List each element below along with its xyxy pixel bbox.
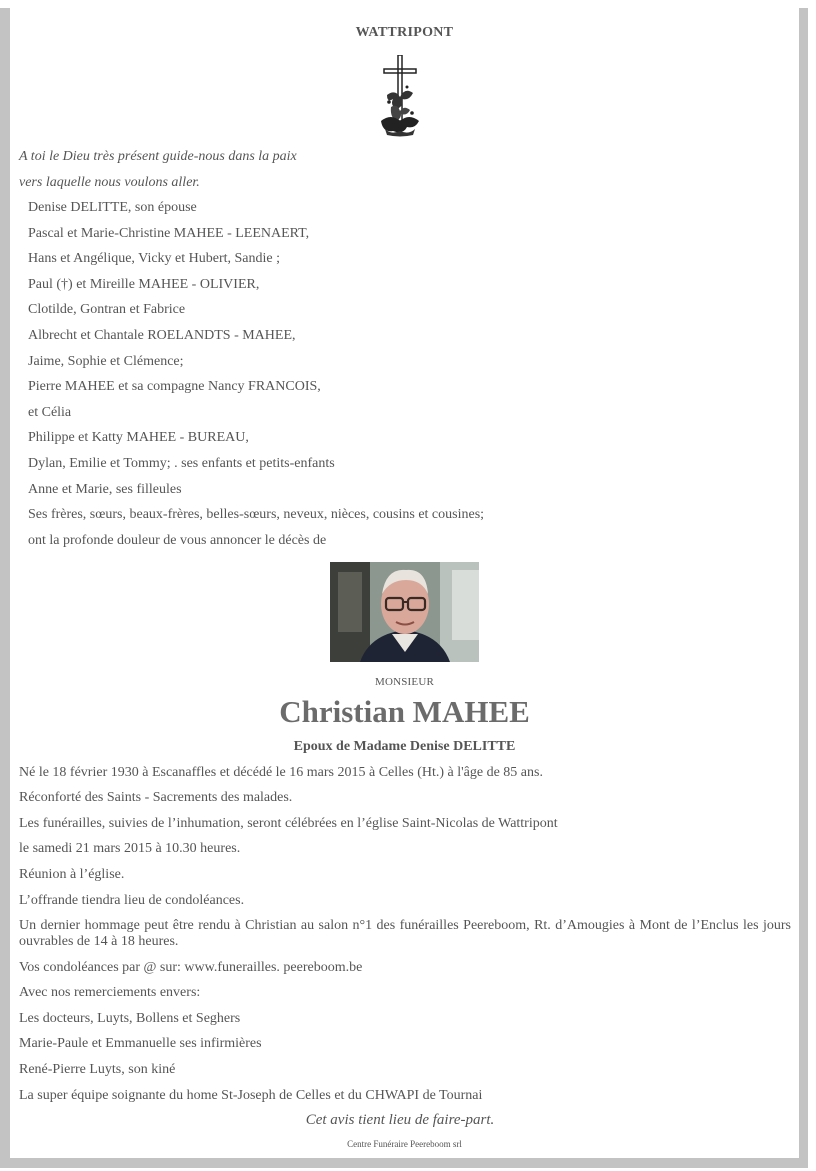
detail-line: Réunion à l’église. [19,867,125,882]
prayer-line-2: vers laquelle nous voulons aller. [19,175,200,190]
deceased-name: Christian MAHEE [279,694,530,729]
thanks-line: Marie-Paule et Emmanuelle ses infirmières [19,1036,262,1051]
family-line: Denise DELITTE, son épouse [28,200,197,215]
cross-icon [377,55,423,137]
place-heading: WATTRIPONT [355,25,454,40]
family-line: Anne et Marie, ses filleules [28,482,182,497]
title-monsieur: MONSIEUR [374,676,435,688]
family-line: et Célia [28,405,72,420]
family-line: Hans et Angélique, Vicky et Hubert, Sandie ; [28,251,281,266]
family-line: Jaime, Sophie et Clémence; [28,354,184,369]
thanks-line: René-Pierre Luyts, son kiné [19,1062,176,1077]
prayer-line-1: A toi le Dieu très présent guide-nous dans la paix [19,149,297,164]
closing-note: Cet avis tient lieu de faire-part. [305,1112,495,1128]
detail-line: Réconforté des Saints - Sacrements des malades. [19,790,293,805]
spouse-line: Epoux de Madame Denise DELITTE [293,739,516,754]
family-line: Ses frères, sœurs, beaux-frères, belles-sœurs, neveux, nièces, cousins et cousines; [28,507,485,522]
detail-line: Né le 18 février 1930 à Escanaffles et décédé le 16 mars 2015 à Celles (Ht.) à l'âge de 85 ans. [19,765,543,780]
family-line: Pierre MAHEE et sa compagne Nancy FRANCOIS, [28,379,321,394]
family-line: Paul (†) et Mireille MAHEE - OLIVIER, [28,277,260,292]
obituary-page [10,8,799,1158]
thanks-line: La super équipe soignante du home St-Joseph de Celles et du CHWAPI de Tournai [19,1088,483,1103]
family-line: Albrecht et Chantale ROELANDTS - MAHEE, [28,328,296,343]
family-line: ont la profonde douleur de vous annoncer le décès de [28,533,327,548]
footer-credit: Centre Funéraire Peereboom srl [347,1139,462,1149]
family-line: Philippe et Katty MAHEE - BUREAU, [28,430,249,445]
portrait-photo [330,562,479,662]
detail-line: Les funérailles, suivies de l’inhumation, seront célébrées en l’église Saint-Nicolas de Wattripont [19,816,558,831]
thanks-line: Vos condoléances par @ sur: www.funerailles. peereboom.be [19,960,363,975]
tribute-paragraph: Un dernier hommage peut être rendu à Christian au salon n°1 des funérailles Peereboom, Rt. d’Amougies à Mont de l’Enclus les jours ouvrables de 14 à 18 heures. [19,918,791,949]
thanks-line: Les docteurs, Luyts, Bollens et Seghers [19,1011,241,1026]
family-line: Dylan, Emilie et Tommy; . ses enfants et petits-enfants [28,456,335,471]
family-line: Pascal et Marie-Christine MAHEE - LEENAERT, [28,226,310,241]
thanks-line: Avec nos remerciements envers: [19,985,201,1000]
family-line: Clotilde, Gontran et Fabrice [28,302,186,317]
detail-line: le samedi 21 mars 2015 à 10.30 heures. [19,841,241,856]
detail-line: L’offrande tiendra lieu de condoléances. [19,893,245,908]
